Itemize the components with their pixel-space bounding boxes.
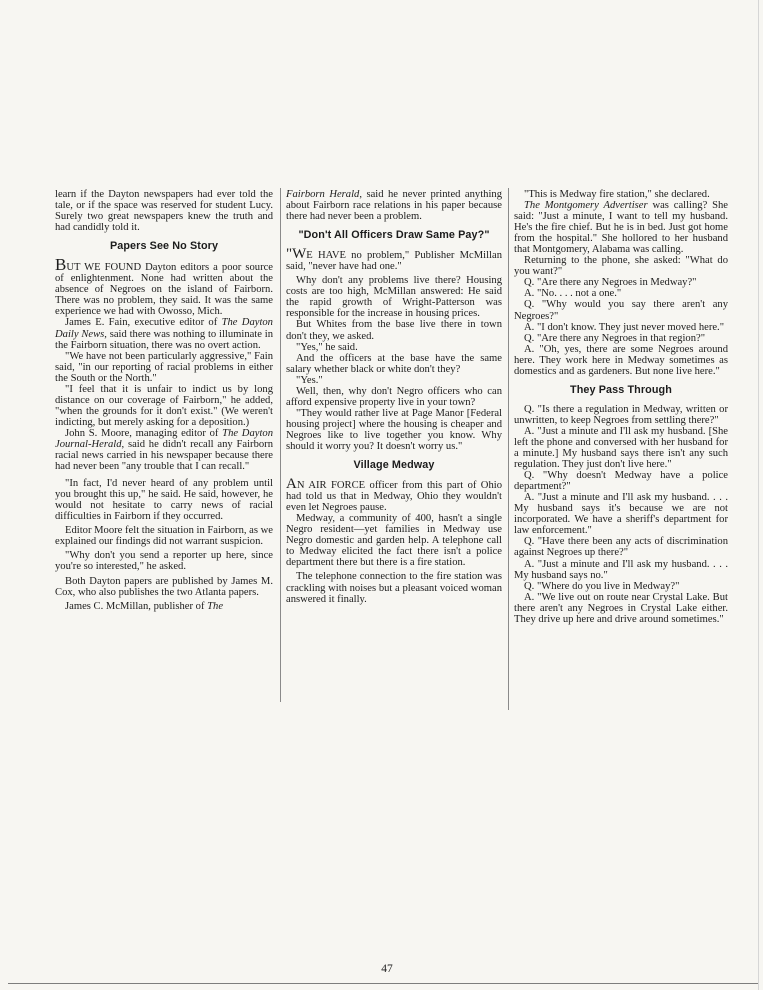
paragraph: A. "Just a minute and I'll ask my husband. . . . My husband says it's because we are not incorporated. We have a sheriff's department for law enforcement." [514, 492, 728, 537]
paragraph: A. "Just a minute and I'll ask my husband. [She left the phone and conversed with her husband for a minute.] My husband says there isn't any such regulation. They just don't live here." [514, 425, 728, 471]
drop-letter: A [286, 476, 297, 493]
article-column-2 [286, 189, 502, 605]
paragraph: Q. "Are there any Negroes in that region?" [524, 332, 706, 344]
paragraph: Returning to the phone, she asked: "What do you want?" [514, 255, 728, 278]
paragraph: Well, then, why don't Negro officers who can afford expensive property live in your town? [286, 385, 502, 408]
paragraph: The Montgomery Advertiser was calling? She said: "Just a minute, I want to tell my husband. He's the fire chief. But he is in bed. Just got home from the hospital." She hollored to her husband that Montgomery, Alabama was calling. [514, 200, 729, 256]
paragraph: And the officers at the base have the same salary whether black or white don't they? [286, 352, 502, 375]
paragraph: Q. "Have there been any acts of discrimination against Negroes up there?" [514, 536, 728, 559]
paragraph: Why don't any problems live there? Housing costs are too high, McMillan answered: He said the rapid growth of Wright-Patterson was responsible for the increase in housing prices. [286, 275, 502, 320]
paragraph: Fairborn Herald, said he never printed anything about Fairborn race relations in his paper because there had never been a problem. [286, 189, 502, 223]
page-edge-divider [758, 0, 759, 990]
paragraph: Editor Moore felt the situation in Fairborn, as we explained our findings did not warrant suspicion. [55, 525, 274, 548]
paragraph: "WE HAVE no problem," Publisher McMillan said, "never have had one." [286, 246, 502, 273]
paragraph: "In fact, I'd never heard of any problem until you brought this up," he said. He said, however, he would not hesitate to carry news of racial difficulties in Fairborn if they occurred. [55, 478, 273, 523]
paragraph: learn if the Dayton newspapers had ever told the tale, or if the space was reserved for student Lucy. Surely two great newspapers knew the truth and had candidly told it. [55, 189, 273, 234]
article-column-3 [514, 189, 728, 625]
paragraph: Q. "Where do you live in Medway?" [524, 580, 680, 592]
paragraph: Q. "Why doesn't Medway have a police department?" [514, 470, 728, 493]
paragraph: James C. McMillan, publisher of The [65, 600, 224, 612]
paragraph: But Whites from the base live there in town don't they, we asked. [286, 319, 502, 342]
section-heading-papers-see-no-story: Papers See No Story [109, 240, 219, 253]
paragraph: "We have not been particularly aggressive," Fain said, "in our reporting of racial problems in either the South or the North." [55, 350, 273, 384]
paragraph: "Yes," he said. [296, 341, 358, 353]
paragraph: A. "I don't know. They just never moved here." [524, 321, 725, 333]
paragraph: The telephone connection to the fire station was crackling with noises but a pleasant voiced woman answered it finally. [286, 571, 502, 605]
paragraph: James E. Fain, executive editor of The Dayton Daily News, said there was nothing to illuminate in the Fairborn situation, there was no overt action. [55, 317, 273, 351]
paragraph: "They would rather live at Page Manor [Federal housing project] where the housing is cheaper and Negroes like to live together you know. Why should it worry you? It doesn't worry us." [286, 407, 502, 452]
paragraph: Q. "Why would you say there aren't any Negroes?" [514, 299, 728, 322]
paragraph: A. "We live out on route near Crystal Lake. But there aren't any Negroes in Crystal Lake either. They drive up here and drive around sometimes." [514, 591, 728, 625]
paragraph: A. "No. . . . not a one." [524, 288, 622, 300]
paragraph: "Yes." [296, 374, 323, 386]
paragraph: A. "Just a minute and I'll ask my husband. . . . My husband says no." [514, 558, 728, 581]
paragraph: A. "Oh, yes, there are some Negroes around here. They work here in Medway sometimes as domestics and as gardeners. But none live here." [514, 343, 728, 377]
column-rule-left [280, 188, 281, 702]
page-number: 47 [381, 963, 393, 975]
drop-letter: B [55, 255, 67, 275]
paragraph: "I feel that it is unfair to indict us by long distance on our coverage of Fairborn," he added, "when the grounds for it don't exist." (We weren't indicting, but merely asking for a deposition.) [55, 383, 273, 428]
section-heading-they-pass-through: They Pass Through [570, 383, 672, 396]
column-rule-right [508, 188, 509, 710]
bottom-divider [8, 983, 758, 984]
section-heading-village-medway: Village Medway [353, 459, 435, 472]
paragraph: Q. "Is there a regulation in Medway, written or unwritten, to keep Negroes from settling there?" [514, 403, 728, 426]
section-heading-officers-pay: "Don't All Officers Draw Same Pay?" [298, 229, 490, 242]
article-column-1 [55, 189, 273, 612]
paragraph: John S. Moore, managing editor of The Dayton Journal-Herald, said he didn't recall any Fairborn racial news carried in his newspaper because there had never been "any trouble that I can recall." [55, 427, 273, 473]
drop-letter: "W [286, 246, 307, 263]
paragraph: BUT WE FOUND Dayton editors a poor source of enlightenment. None had written about the absence of Negroes on the island of Fairborn. There was no problem, they said. It was the same experience we had with Owosso, Mich. [55, 255, 273, 318]
paragraph: Q. "Are there any Negroes in Medway?" [524, 277, 697, 289]
paragraph: "Why don't you send a reporter up here, since you're so interested," he asked. [55, 550, 273, 573]
paragraph: Medway, a community of 400, hasn't a single Negro resident—yet families in Medway use Negro domestic and garden help. A telephone call to Medway elicited the fact there isn't a police department there but there is a fire station. [286, 513, 502, 569]
paragraph: "This is Medway fire station," she declared. [524, 189, 710, 200]
paragraph: Both Dayton papers are published by James M. Cox, who also publishes the two Atlanta papers. [55, 575, 273, 598]
paragraph: AN AIR FORCE officer from this part of Ohio had told us that in Medway, Ohio they wouldn't even let Negroes pause. [286, 476, 502, 514]
